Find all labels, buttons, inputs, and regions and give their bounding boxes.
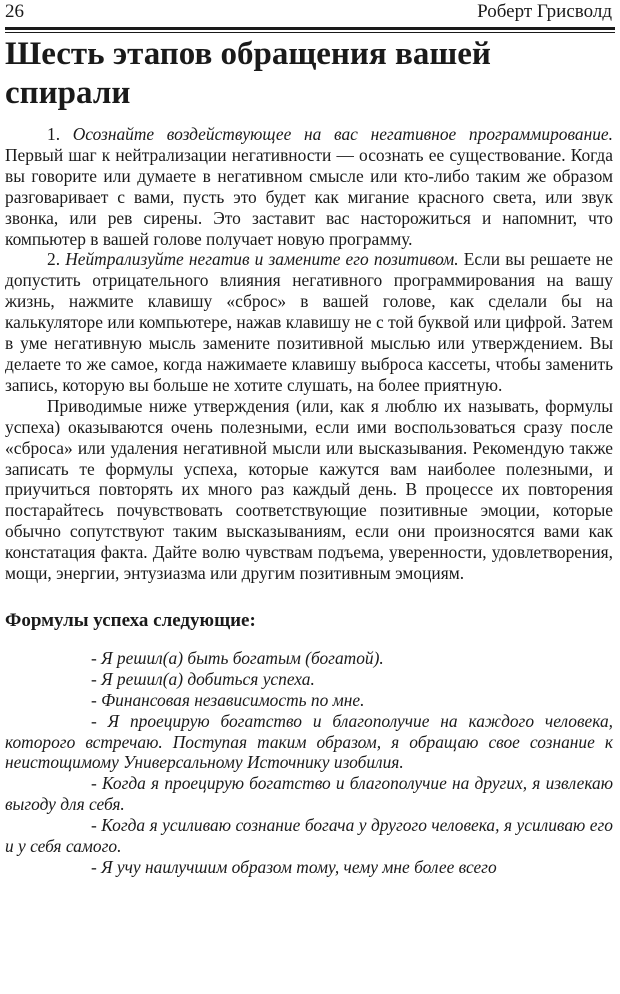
- step-2-number: 2.: [47, 249, 61, 270]
- formula-item: - Я решил(а) быть богатым (богатой).: [91, 647, 384, 668]
- step-1-paragraph: [5, 124, 613, 249]
- formula-item: - Я решил(а) добиться успеха.: [91, 668, 315, 689]
- formulas-intro-paragraph: Приводимые ниже утверждения (или, как я люблю их называть, формулы успеха) оказываются очень полезными, если ими воспользоваться сразу после «сброса» или удаления негативной мысли или высказывания. Рекомендую также записать те формулы успеха, которые кажутся вам наиболее полезными, и приучиться повторять их много раз каждый день. В процессе их повторения постарайтесь почувствовать соответствующие позитивные эмоции, которые обычно сопутствуют таким высказываниям, если они произносятся вами как констатация факта. Дайте волю чувствам подъема, уверенности, удовлетворения, мощи, энергии, энтузиазма или другим позитивным эмоциям.: [5, 395, 613, 584]
- header-rule-thick: [5, 27, 615, 30]
- step-1-title: Осознайте воздействующее на вас негативное программирование.: [72, 124, 613, 144]
- formula-item: - Когда я усиливаю сознание богача у другого человека, я усиливаю его и у себя самого.: [5, 815, 613, 857]
- running-head-author: Роберт Грисволд: [477, 1, 612, 22]
- step-2-title: Нейтрализуйте негатив и замените его позитивом.: [65, 249, 459, 270]
- formula-item: - Когда я проецирую богатство и благополучие на других, я извлекаю выгоду для себя.: [5, 773, 613, 815]
- formulas-heading: Формулы успеха следующие:: [5, 609, 256, 631]
- formula-item: - Финансовая независимость по мне.: [91, 689, 365, 710]
- formula-item: - Я учу наилучшим образом тому, чему мне более всего: [91, 857, 497, 877]
- step-1-number: 1.: [47, 124, 61, 144]
- step-2-paragraph: [5, 249, 613, 395]
- chapter-title: Шесть этапов обращения вашей спирали: [5, 36, 491, 111]
- step-1-text: Первый шаг к нейтрализации негативности — осознать ее существование. Когда вы говорите или думаете в негативном смысле или кто-либо таким же образом разговаривает с вами, пусть это будет как мигание красного света, или звук звонка, или рев сирены. Это заставит вас насторожиться и напомнит, что компьютер в вашей голове получает новую программу.: [5, 144, 613, 249]
- page-number: 26: [5, 1, 24, 22]
- formula-list: [5, 648, 613, 878]
- body-text: [5, 124, 613, 878]
- header-rule-thin: [5, 32, 615, 33]
- running-head: [5, 0, 612, 24]
- formula-item: - Я проецирую богатство и благополучие на каждого человека, которого встречаю. Поступая таким образом, я обращаю свое сознание к неистощимому Универсальному Источнику изобилия.: [5, 710, 613, 773]
- step-2-text: Если вы решаете не допустить отрицательного влияния негативного программирования на вашу жизнь, нажмите клавишу «сброс» в вашей голове, как сделали бы на калькуляторе или компьютере, нажав клавишу не с той буквой или цифрой. Затем в уме негативную мысль замените позитивной мыслью или утверждением. Вы делаете то же самое, когда нажимаете клавишу выброса кассеты, чтобы заменить запись, которую вы больше не хотите слушать, на более приятную.: [5, 249, 613, 395]
